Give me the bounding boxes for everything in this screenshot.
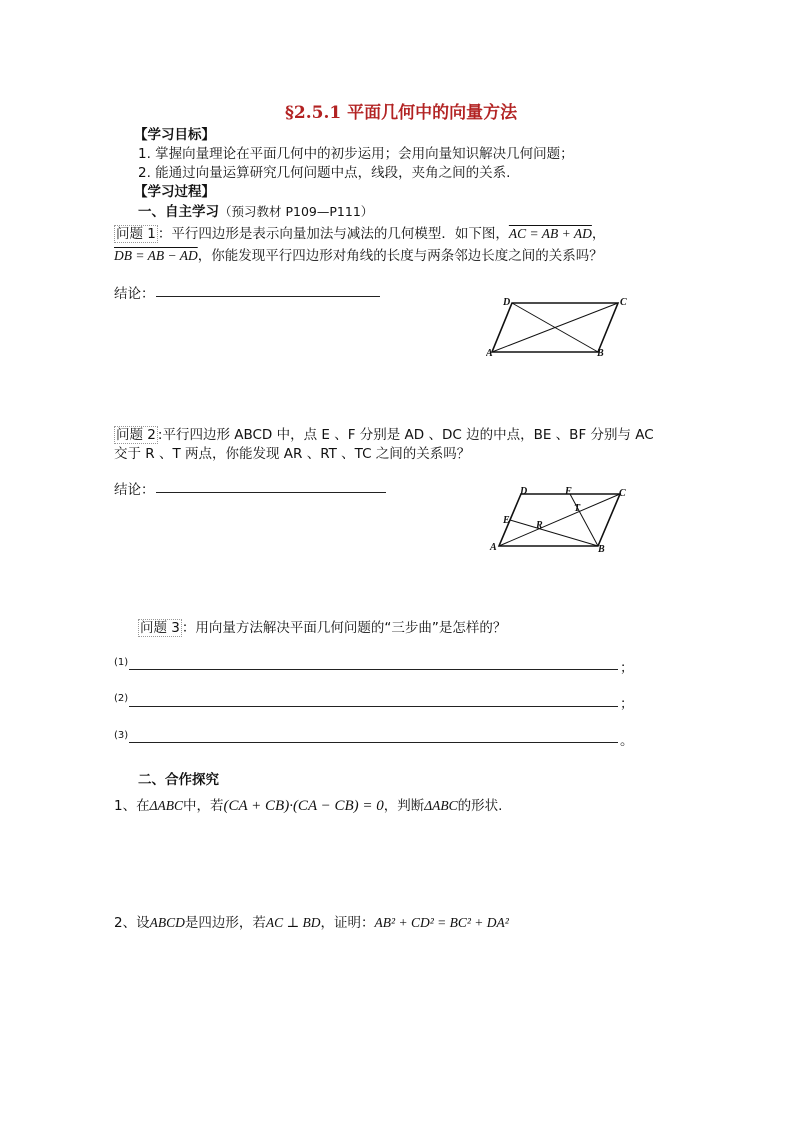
q3-step-1-blank[interactable] xyxy=(129,669,618,670)
q2-line2: 交于 R 、T 两点，你能发现 AR 、RT 、TC 之间的关系吗？ xyxy=(114,446,471,462)
segment-bf xyxy=(570,494,598,546)
problem-2 xyxy=(114,911,509,931)
q1-conclusion-blank[interactable] xyxy=(156,296,380,297)
q2-label: 问题 2 xyxy=(116,427,156,443)
problem-1-prefix: 1、在 xyxy=(114,798,150,814)
diagonal-ac xyxy=(492,303,618,352)
section1-heading: 一、自主学习 xyxy=(138,204,219,220)
fig2-label-a: A xyxy=(490,542,497,553)
q1-text-b: ，你能发现平行四边形对角线的长度与两条邻边长度之间的关系吗？ xyxy=(197,248,603,264)
fig2-label-t: T xyxy=(574,503,581,514)
q1-label: 问题 1 xyxy=(116,226,156,242)
q3-step-1-end: ； xyxy=(620,660,634,676)
q1-eq2: DB = AB − AD xyxy=(114,248,198,263)
q3-line xyxy=(138,616,506,636)
q3-step-2-end: ； xyxy=(620,696,634,712)
q3-label: 问题 3 xyxy=(140,620,180,636)
process-heading: 【学习过程】 xyxy=(134,184,215,200)
problem-2-condition: AC ⊥ BD xyxy=(265,915,321,930)
fig2-label-f: F xyxy=(565,486,572,497)
q3-step-3-end: 。 xyxy=(620,733,634,749)
section1-heading-row xyxy=(138,200,373,220)
q3-step-1-num: (1) xyxy=(114,657,129,668)
q1-eq1-end: ， xyxy=(591,226,606,242)
q2-text-1: :平行四边形 ABCD 中，点 E 、F 分别是 AD 、DC 边的中点，BE 、BF 分别与 AC xyxy=(157,427,654,443)
problem-1-suffix: ，判断 xyxy=(383,798,425,814)
problem-1-triangle-2: ΔABC xyxy=(424,798,458,813)
q1-text-a: ：平行四边形是表示向量加法与减法的几何模型．如下图， xyxy=(157,226,509,242)
fig1-label-d: D xyxy=(503,297,511,308)
q1-eq1: AC = AB + AD xyxy=(508,226,592,241)
fig2-label-r: R xyxy=(536,520,543,531)
section1-note: （预习教材 P109—P111） xyxy=(219,204,374,219)
fig2-label-e: E xyxy=(503,515,510,526)
fig1-label-a: A xyxy=(486,348,493,359)
q2-line1 xyxy=(114,423,654,443)
problem-1-end: 的形状. xyxy=(457,798,503,814)
q1-parallelogram-figure xyxy=(486,292,636,360)
problem-1-mid: 中，若 xyxy=(183,798,224,814)
goals-heading: 【学习目标】 xyxy=(134,127,215,143)
fig2-label-d: D xyxy=(520,486,528,497)
goal-item-2: 2. 能通过向量运算研究几何问题中点，线段，夹角之间的关系. xyxy=(138,165,511,181)
q2-conclusion-label: 结论： xyxy=(114,482,155,498)
problem-2-quad: ABCD xyxy=(149,915,185,930)
problem-1-triangle: ΔABC xyxy=(149,798,184,813)
problem-2-prefix: 2、设 xyxy=(114,915,150,931)
page-title: §2.5.1 平面几何中的向量方法 xyxy=(285,103,518,123)
problem-1 xyxy=(114,794,502,815)
q3-text: ：用向量方法解决平面几何问题的“三步曲”是怎样的？ xyxy=(181,620,507,636)
q3-step-2-blank[interactable] xyxy=(129,706,618,707)
fig2-label-c: C xyxy=(619,488,626,499)
fig1-label-b: B xyxy=(597,348,604,359)
q1-line2 xyxy=(114,244,603,264)
segment-be xyxy=(510,520,598,546)
q1-conclusion-label: 结论： xyxy=(114,286,155,302)
problem-2-mid: 是四边形，若 xyxy=(184,915,266,931)
problem-2-expression: AB² + CD² = BC² + DA² xyxy=(374,915,509,930)
q2-conclusion-blank[interactable] xyxy=(156,492,386,493)
q2-parallelogram-figure xyxy=(488,486,638,554)
fig1-label-c: C xyxy=(620,297,627,308)
problem-1-expression: (CA + CB)·(CA − CB) = 0 xyxy=(223,798,384,814)
q1-line1 xyxy=(114,222,605,242)
q3-step-2-num: (2) xyxy=(114,693,129,704)
problem-2-mid2: ，证明： xyxy=(320,915,375,931)
q3-step-3-num: (3) xyxy=(114,730,129,741)
goal-item-1: 1. 掌握向量理论在平面几何中的初步运用；会用向量知识解决几何问题； xyxy=(138,146,574,162)
section2-heading: 二、合作探究 xyxy=(138,772,219,788)
fig2-label-b: B xyxy=(598,544,605,554)
q3-step-3-blank[interactable] xyxy=(129,742,618,743)
